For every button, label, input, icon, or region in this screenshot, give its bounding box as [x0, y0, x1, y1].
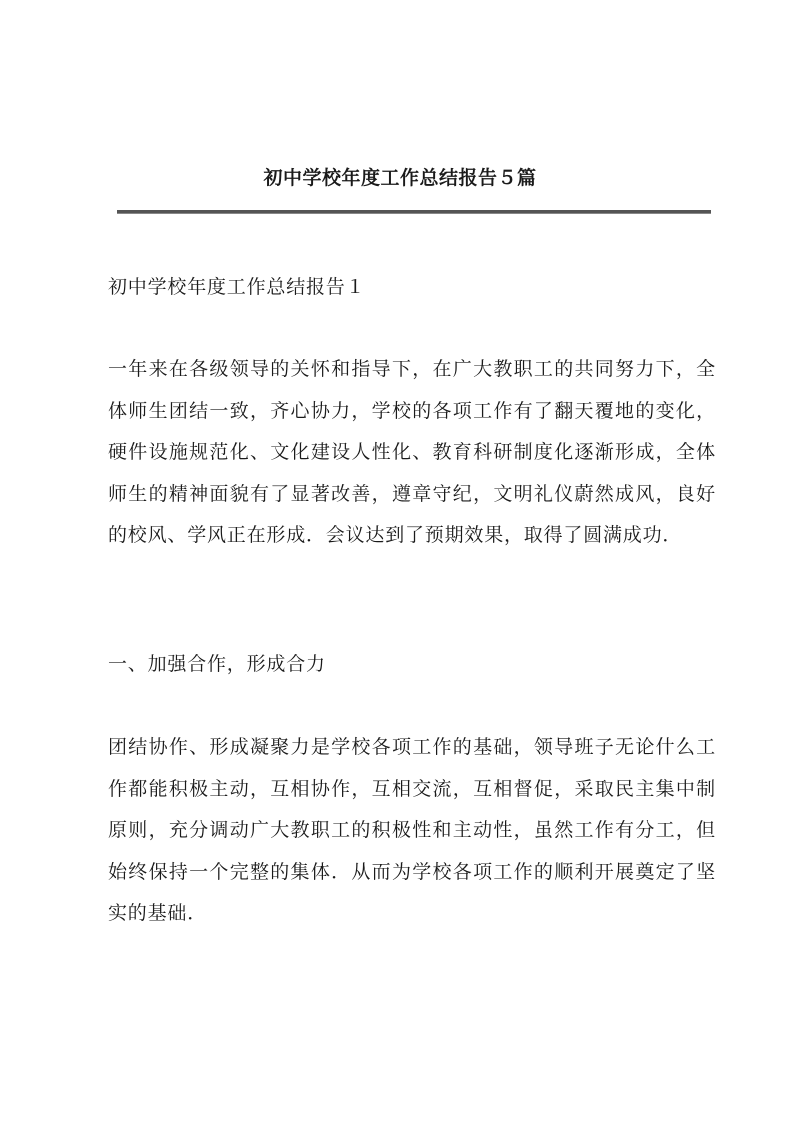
title-divider — [117, 210, 711, 214]
report-heading: 初中学校年度工作总结报告１ — [108, 276, 366, 298]
intro-paragraph: 一年来在各级领导的关怀和指导下，在广大教职工的共同努力下，全体师生团结一致，齐心协力，学校的各项工作有了翻天覆地的变化，硬件设施规范化、文化建设人性化、教育科研制度化逐渐形成，全体师生的精神面貌有了显著改善，遵章守纪，文明礼仪蔚然成风，良好的校风、学风正在形成．会议达到了预期效果，取得了圆满成功． — [108, 358, 716, 546]
document-title: 初中学校年度工作总结报告５篇 — [263, 167, 537, 189]
section-1-paragraph: 团结协作、形成凝聚力是学校各项工作的基础，领导班子无论什么工作都能积极主动，互相协作，互相交流，互相督促，采取民主集中制原则，充分调动广大教职工的积极性和主动性，虽然工作有分工，但始终保持一个完整的集体．从而为学校各项工作的顺利开展奠定了坚实的基础． — [108, 736, 716, 924]
section-1-heading: 一、加强合作，形成合力 — [108, 653, 326, 675]
